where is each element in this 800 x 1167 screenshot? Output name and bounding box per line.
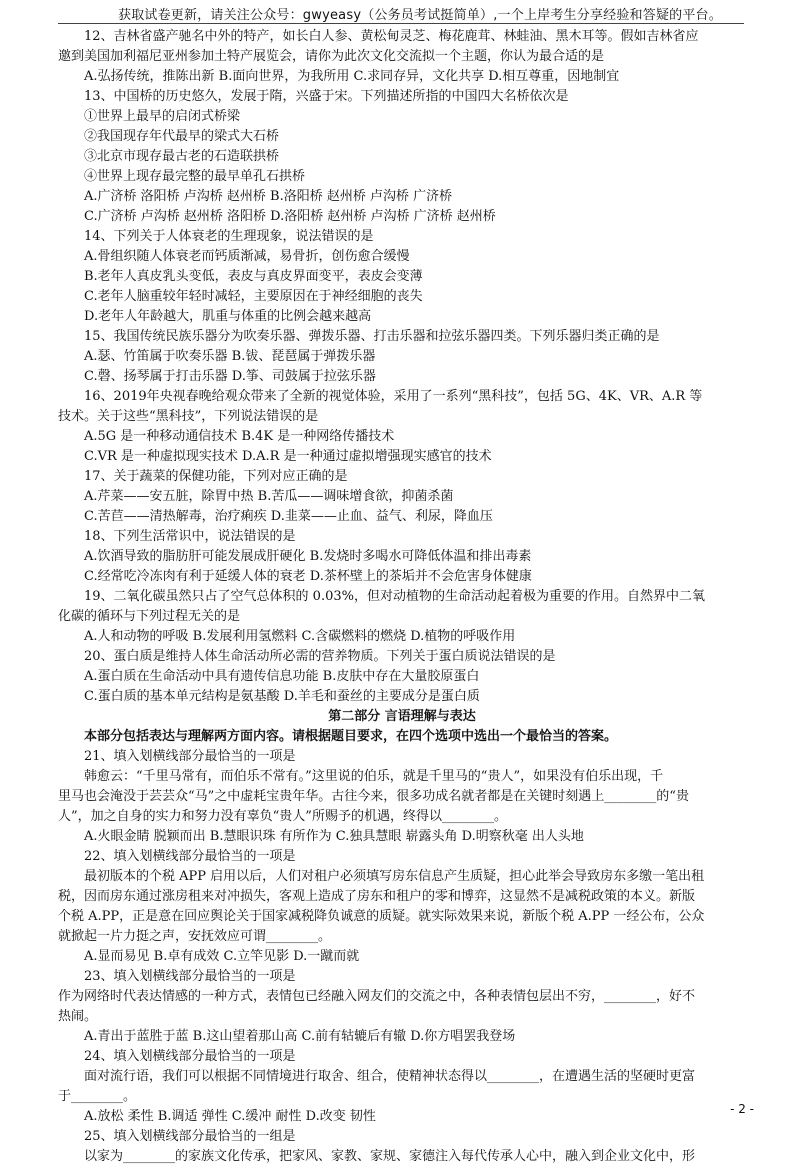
- text-line: 面对流行语，我们可以根据不同情境进行取舍、组合，使精神状态得以________，在遭遇生活的坚硬时更富: [84, 1069, 696, 1084]
- page-header: [0, 0, 800, 24]
- text-line: 化碳的循环与下列过程无关的是: [58, 609, 241, 624]
- header-notice-text: 获取试卷更新，请关注公众号：gwyeasy（公务员考试挺简单）,一个上岸考生分享经验和答疑的平台。: [118, 8, 722, 23]
- text-line: 于________。: [58, 1089, 137, 1104]
- header-divider: [58, 23, 744, 24]
- text-line: 24、填入划横线部分最恰当的一项是: [84, 1049, 296, 1064]
- text-line: D.老年人年龄越大，肌重与体重的比例会越来越高: [84, 309, 372, 324]
- text-line: 19、二氧化碳虽然只占了空气总体积的 0.03%，但对动植物的生命活动起着极为重要的作用。自然界中二氧: [84, 589, 705, 604]
- text-line: 税，因而房东通过涨房租来对冲损失，客观上造成了房东和租户的零和博弈，这显然不是减税政策的本义。新版: [58, 889, 696, 904]
- text-line: 技术。关于这些“黑科技”，下列说法错误的是: [58, 409, 319, 424]
- text-line: 25、填入划横线部分最恰当的一组是: [84, 1129, 296, 1144]
- text-line: ④世界上现存最完整的最早单孔石拱桥: [84, 169, 306, 184]
- text-line: A.骨组织随人体衰老而钙质渐减，易骨折，创伤愈合缓慢: [84, 249, 410, 264]
- text-line: ③北京市现存最古老的石造联拱桥: [84, 149, 280, 164]
- text-line: 22、填入划横线部分最恰当的一项是: [84, 849, 296, 864]
- text-line: 15、我国传统民族乐器分为吹奏乐器、弹拨乐器、打击乐器和拉弦乐器四类。下列乐器归类正确的是: [84, 329, 660, 344]
- text-line: ①世界上最早的启闭式桥梁: [84, 109, 241, 124]
- text-line: A.5G 是一种移动通信技术 B.4K 是一种网络传播技术: [84, 429, 395, 444]
- text-line: 个税 A.PP，正是意在回应舆论关于国家减税降负诚意的质疑。就实际效果来说，新版个税 A.PP 一经公布，公众: [58, 909, 705, 924]
- text-line: A.火眼金睛 脱颖而出 B.慧眼识珠 有所作为 C.独具慧眼 崭露头角 D.明察秋毫 出人头地: [84, 829, 584, 844]
- text-line: 14、下列关于人体衰老的生理现象，说法错误的是: [84, 229, 374, 244]
- text-line: A.放松 柔性 B.调适 弹性 C.缓冲 耐性 D.改变 韧性: [84, 1109, 376, 1124]
- text-line: 18、下列生活常识中，说法错误的是: [84, 529, 296, 544]
- text-line: 热闹。: [58, 1009, 98, 1024]
- text-line: ②我国现存年代最早的梁式大石桥: [84, 129, 280, 144]
- text-line: 本部分包括表达与理解两方面内容。请根据题目要求，在四个选项中选出一个最恰当的答案。: [84, 729, 618, 744]
- text-line: 17、关于蔬菜的保健功能，下列对应正确的是: [84, 469, 348, 484]
- exam-content: [58, 27, 746, 1167]
- text-line: A.广济桥 洛阳桥 卢沟桥 赵州桥 B.洛阳桥 赵州桥 卢沟桥 广济桥: [84, 189, 453, 204]
- text-line: C.磬、扬琴属于打击乐器 D.筝、司鼓属于拉弦乐器: [84, 369, 376, 384]
- text-line: 16、2019年央视春晚给观众带来了全新的视觉体验，采用了一系列“黑科技”，包括 5G、4K、VR、A.R 等: [84, 389, 703, 404]
- text-line: 21、填入划横线部分最恰当的一项是: [84, 749, 296, 764]
- text-line: C.经常吃冷冻肉有利于延缓人体的衰老 D.茶杯壁上的茶垢并不会危害身体健康: [84, 569, 532, 584]
- text-line: C.蛋白质的基本单元结构是氨基酸 D.羊毛和蚕丝的主要成分是蛋白质: [84, 689, 480, 704]
- text-line: A.弘扬传统，推陈出新 B.面向世界，为我所用 C.求同存异，文化共享 D.相互尊重，因地制宜: [84, 69, 620, 84]
- text-line: 以家为________的家族文化传承，把家风、家教、家规、家德注入每代传承人心中，融入到企业文化中，形: [84, 1149, 696, 1164]
- page-number: - 2 -: [730, 1102, 754, 1116]
- text-line: 就掀起一片力挺之声，安抚效应可谓________。: [58, 929, 332, 944]
- text-line: B.老年人真皮乳头变低，表皮与真皮界面变平，表皮会变薄: [84, 269, 423, 284]
- text-line: 12、吉林省盛产驰名中外的特产，如长白人参、黄松甸灵芝、梅花鹿茸、林蛙油、黑木耳等。假如吉林省应: [84, 29, 699, 44]
- text-line: C.苦苣——清热解毒，治疗痢疾 D.韭菜——止血、益气、利尿，降血压: [84, 509, 493, 524]
- text-line: C.广济桥 卢沟桥 赵州桥 洛阳桥 D.洛阳桥 赵州桥 卢沟桥 广济桥 赵州桥: [84, 209, 496, 224]
- text-line: A.芹菜——安五脏，除胃中热 B.苦瓜——调味增食欲，抑菌杀菌: [84, 489, 454, 504]
- text-line: C.VR 是一种虚拟现实技术 D.A.R 是一种通过虚拟增强现实感官的技术: [84, 449, 492, 464]
- text-line: 20、蛋白质是维持人体生命活动所必需的营养物质。下列关于蛋白质说法错误的是: [84, 649, 556, 664]
- text-line: 韩愈云：“千里马常有，而伯乐不常有。”这里说的伯乐，就是千里马的“贵人”，如果没有伯乐出现，千: [84, 769, 664, 784]
- text-line: 13、中国桥的历史悠久，发展于隋，兴盛于宋。下列描述所指的中国四大名桥依次是: [84, 89, 569, 104]
- text-line: A.饮酒导致的脂肪肝可能发展成肝硬化 B.发烧时多喝水可降低体温和排出毒素: [84, 549, 532, 564]
- text-line: A.青出于蓝胜于蓝 B.这山望着那山高 C.前有轱辘后有辙 D.你方唱罢我登场: [84, 1029, 516, 1044]
- text-line: A.显而易见 B.卓有成效 C.立竿见影 D.一蹴而就: [84, 949, 360, 964]
- text-line: 里马也会淹没于芸芸众“马”之中虚耗宝贵年华。古往今来，很多功成名就者都是在关键时刻遇上________的“贵: [58, 789, 689, 804]
- text-line: 23、填入划横线部分最恰当的一项是: [84, 969, 296, 984]
- text-line: 人”，加之自身的实力和努力没有辜负“贵人”所赐予的机遇，终得以________。: [58, 809, 507, 824]
- text-line: 作为网络时代表达情感的一种方式，表情包已经融入网友们的交流之中，各种表情包层出不穷，________，好不: [58, 989, 696, 1004]
- text-line: 最初版本的个税 APP 启用以后，人们对租户必须填写房东信息产生质疑，担心此举会导致房东多缴一笔出租: [84, 869, 705, 884]
- text-line: A.瑟、竹笛属于吹奏乐器 B.钹、琵琶属于弹拨乐器: [84, 349, 376, 364]
- text-line: A.人和动物的呼吸 B.发展利用氢燃料 C.含碳燃料的燃烧 D.植物的呼吸作用: [84, 629, 516, 644]
- text-line: 邀到美国加利福尼亚州参加土特产展览会，请你为此次文化交流拟一个主题，你认为最合适的是: [58, 49, 605, 64]
- text-line: C.老年人脑重较年轻时减轻，主要原因在于神经细胞的丧失: [84, 289, 423, 304]
- text-line: 第二部分 言语理解与表达: [328, 709, 476, 724]
- text-line: A.蛋白质在生命活动中具有遗传信息功能 B.皮肤中存在大量胶原蛋白: [84, 669, 480, 684]
